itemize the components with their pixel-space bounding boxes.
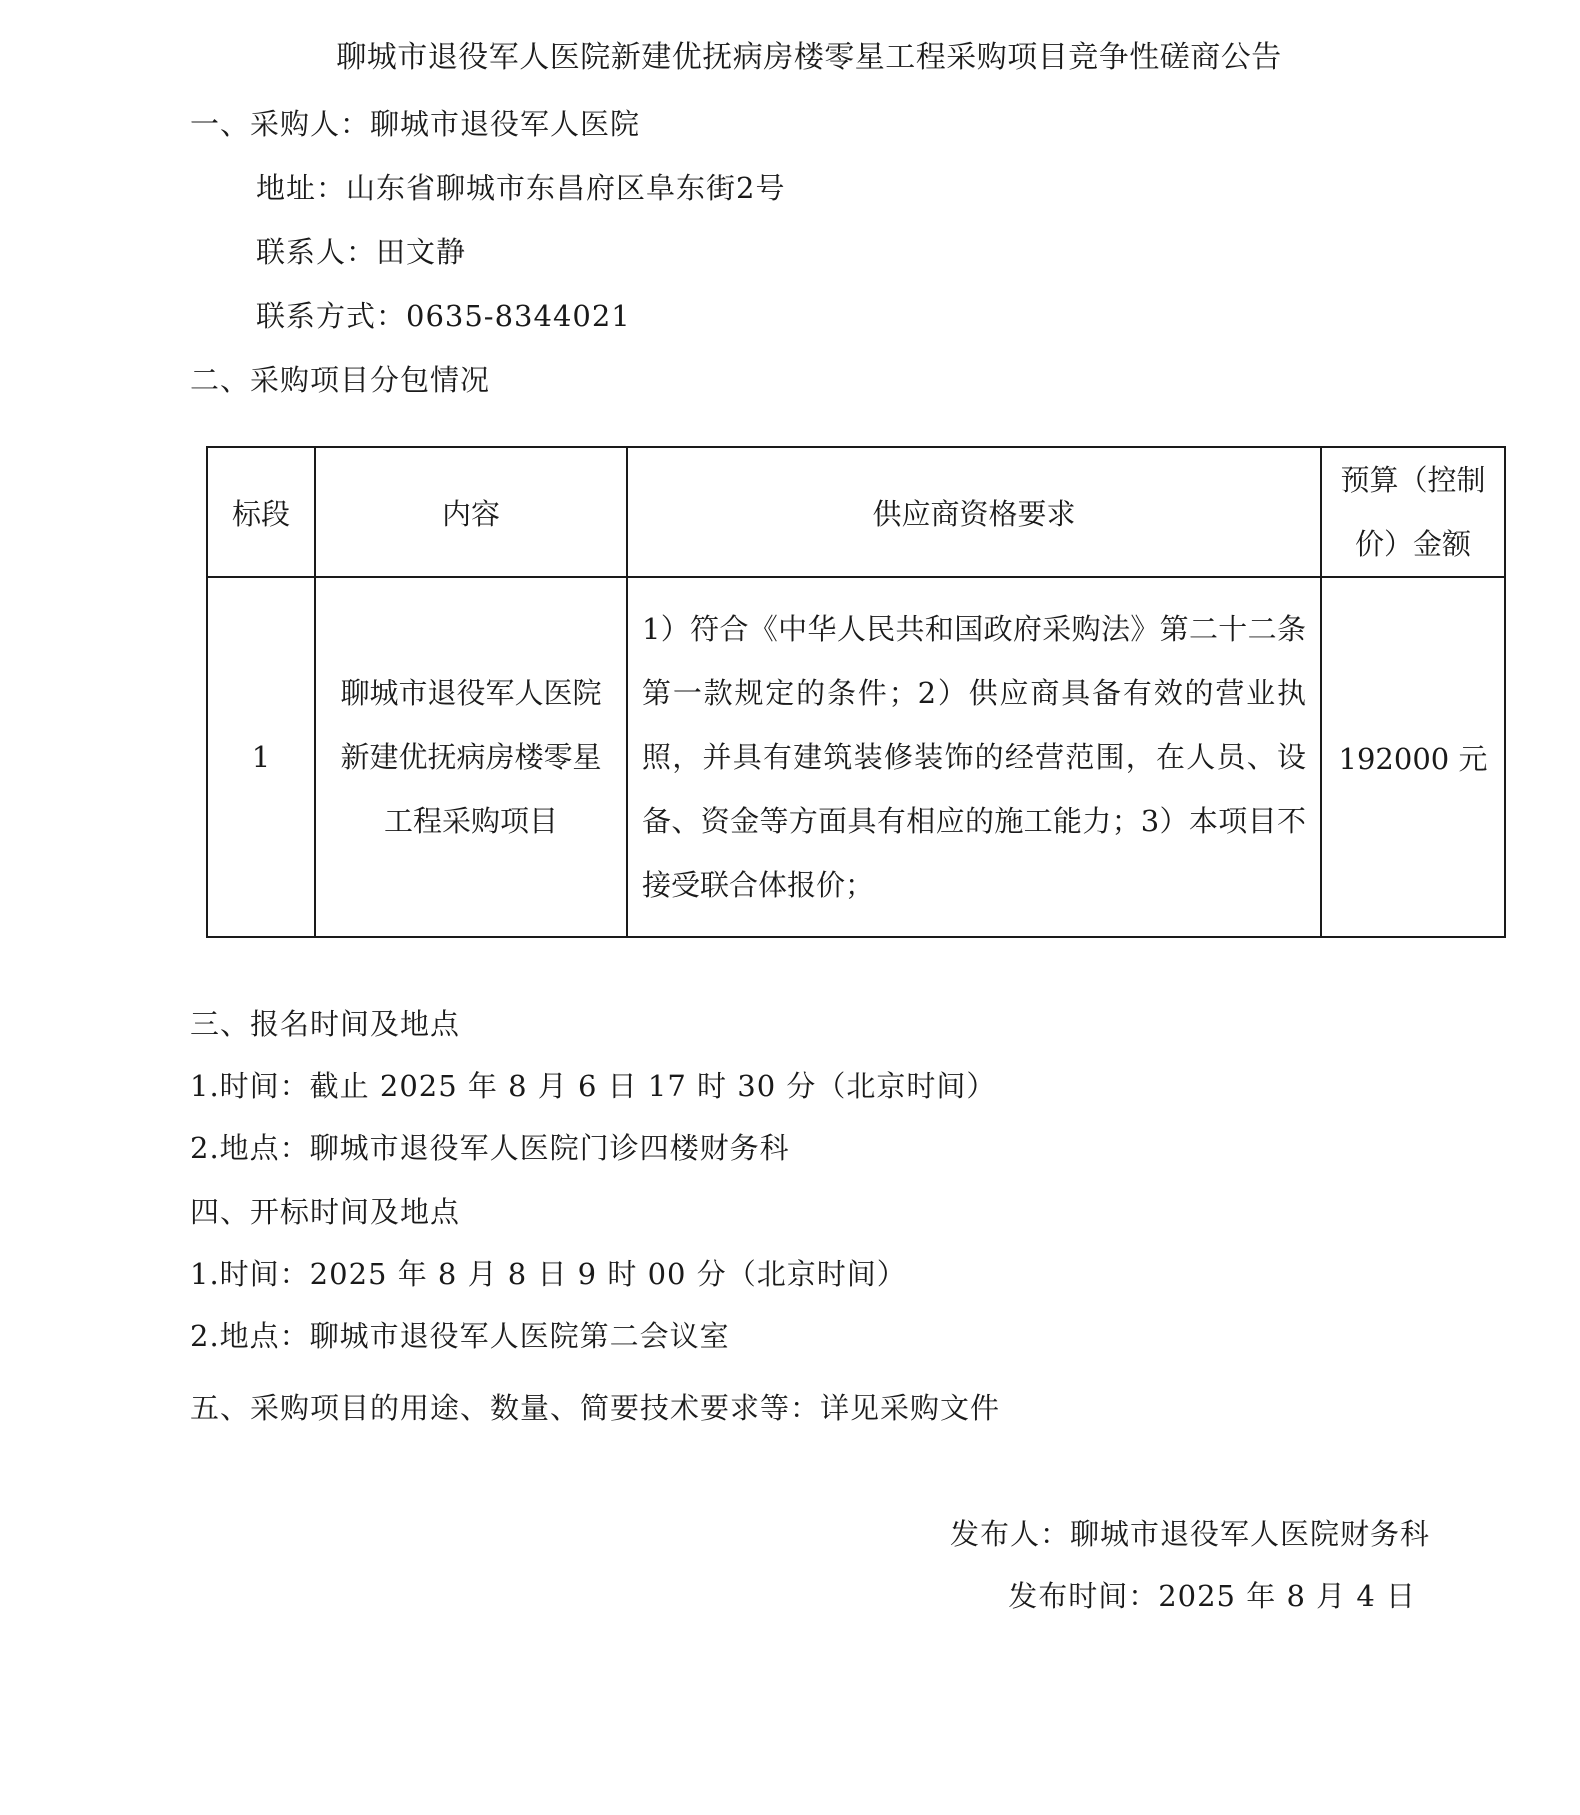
- section2-heading: 二、采购项目分包情况: [190, 363, 491, 397]
- section3-heading: 三、报名时间及地点: [190, 1007, 461, 1041]
- header-content: 内容: [316, 448, 626, 576]
- purchaser-address: 地址：山东省聊城市东昌府区阜东街2号: [256, 171, 786, 205]
- cell-content: 聊城市退役军人医院新建优抚病房楼零星工程采购项目: [316, 578, 626, 936]
- registration-time: 1.时间：截止 2025 年 8 月 6 日 17 时 30 分（北京时间）: [190, 1069, 997, 1103]
- header-requirements: 供应商资格要求: [628, 448, 1320, 576]
- cell-requirements: 1）符合《中华人民共和国政府采购法》第二十二条第一款规定的条件；2）供应商具备有效的营业执照，并具有建筑装修装饰的经营范围，在人员、设备、资金等方面具有相应的施工能力；3）本项目不接受联合体报价；: [628, 578, 1320, 936]
- registration-place: 2.地点：聊城市退役军人医院门诊四楼财务科: [190, 1131, 790, 1165]
- opening-place: 2.地点：聊城市退役军人医院第二会议室: [190, 1319, 730, 1353]
- header-budget: 预算（控制价）金额: [1322, 448, 1504, 576]
- publish-date: 发布时间：2025 年 8 月 4 日: [1008, 1579, 1416, 1613]
- cell-budget: 192000 元: [1322, 578, 1504, 936]
- purchaser-phone: 联系方式：0635-8344021: [256, 299, 631, 333]
- document-title: 聊城市退役军人医院新建优抚病房楼零星工程采购项目竞争性磋商公告: [336, 40, 1282, 75]
- table-row: [208, 578, 1504, 936]
- opening-time: 1.时间：2025 年 8 月 8 日 9 时 00 分（北京时间）: [190, 1257, 907, 1291]
- section4-heading: 四、开标时间及地点: [190, 1195, 461, 1229]
- section1-heading: 一、采购人：聊城市退役军人医院: [190, 107, 641, 141]
- publisher: 发布人：聊城市退役军人医院财务科: [949, 1517, 1430, 1551]
- section5-heading: 五、采购项目的用途、数量、简要技术要求等：详见采购文件: [190, 1391, 1001, 1425]
- cell-lot: 1: [208, 578, 314, 936]
- lot-table: [206, 446, 1506, 938]
- table-header-row: [208, 448, 1504, 576]
- purchaser-contact: 联系人：田文静: [256, 235, 467, 269]
- header-lot: 标段: [208, 448, 314, 576]
